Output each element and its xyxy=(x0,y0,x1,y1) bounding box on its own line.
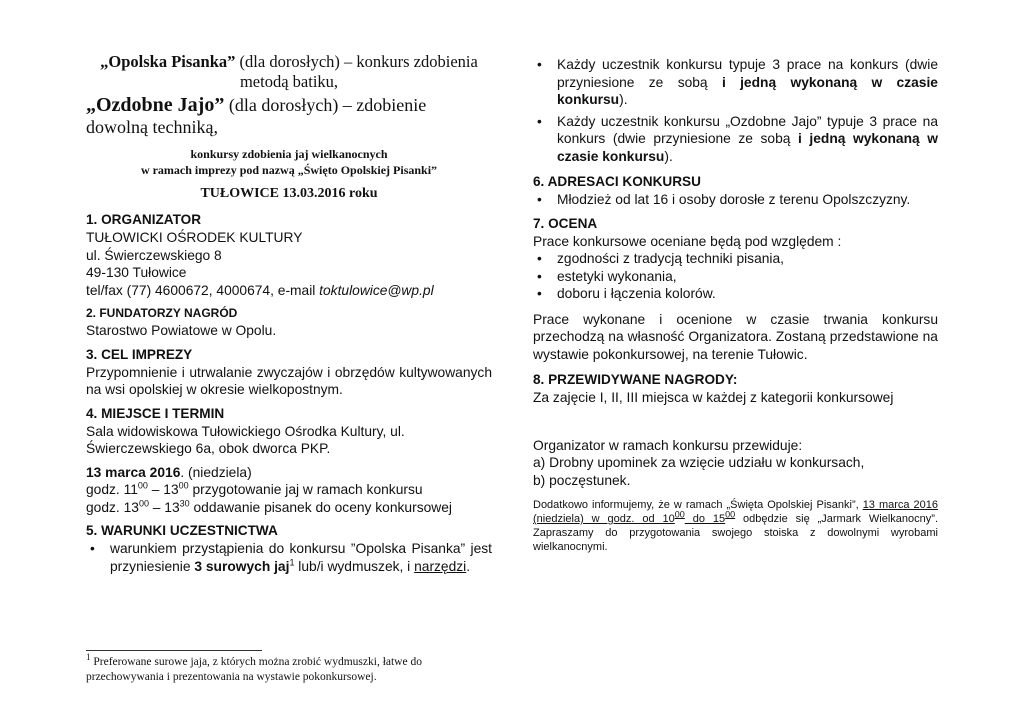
right-column xyxy=(533,56,938,554)
event-date: TUŁOWICE 13.03.2016 roku xyxy=(200,186,378,201)
prizes-text: Za zajęcie I, II, III miejsca w każdej z kategorii konkursowej xyxy=(533,390,894,405)
email-link[interactable]: toktulowice@wp.pl xyxy=(319,282,434,298)
section-purpose xyxy=(86,346,492,399)
condition-item-2: • Każdy uczestnik konkursu typuje 3 prace na konkurs (dwie przyniesione ze sobą i jedną wykonaną w czasie konkursu). xyxy=(533,56,938,109)
evaluation-ownership: Prace wykonane i ocenione w czasie trwania konkursu przechodzą na własność Organizatora. Zostaną przedstawione na wystawie pokonkursowej, na terenie Tułowic. xyxy=(533,311,938,362)
evaluation-intro: Prace konkursowe oceniane będą pod względem : xyxy=(533,233,842,249)
schedule-1: godz. $11^{00} - 13^{00}$ przygotowanie jaj w ramach konkursu xyxy=(86,480,423,497)
condition-item-3: • Każdy uczestnik konkursu „Ozdobne Jajo” typuje 3 prace na konkurs (dwie przyniesione ze sobą i jedną wykonaną w czasie konkursu). xyxy=(533,113,938,166)
sponsors-heading: 2. FUNDATORZY NAGRÓD xyxy=(86,306,238,320)
evaluation-heading: 7. OCENA xyxy=(533,215,598,231)
prizes-intro: Organizator w ramach konkursu przewiduje: xyxy=(533,437,803,453)
recipients-item: • Młodzież od lat 16 i osoby dorosłe z terenu Opolszczyzny. xyxy=(533,191,938,209)
purpose-heading: 3. CEL IMPREZY xyxy=(86,346,193,362)
venue-text: Sala widowiskowa Tułowickiego Ośrodka Kultury, ul. Świerczewskiego 6a, obok dworca PKP. xyxy=(86,423,405,456)
section-evaluation xyxy=(533,215,938,364)
criterion-1: • zgodności z tradycją techniki pisania, xyxy=(533,250,938,268)
section-sponsors xyxy=(86,305,492,340)
purpose-text: Przypomnienie i utrwalanie zwyczajów i obrzędów kultywowanych na wsi opolskiej w okresie wielkopostnym. xyxy=(86,364,492,397)
prize-a: a) Drobny upominek za wzięcie udziału w konkursach, xyxy=(533,455,865,470)
venue-date: 13 marca 2016. (niedziela) xyxy=(86,464,252,480)
prize-b: b) poczęstunek. xyxy=(533,472,631,488)
organizer-heading: 1. ORGANIZATOR xyxy=(86,212,202,227)
schedule-2: godz. $13^{00} - 13^{30}$ oddawanie pisanek do oceny konkursowej xyxy=(86,497,452,515)
venue-heading: 4. MIEJSCE I TERMIN xyxy=(86,405,225,421)
subtitle: konkursy zdobienia jaj wielkanocnych w ramach imprezy pod nazwą „Święto Opolskiej Pisanki” xyxy=(140,147,438,177)
extra-info: Dodatkowo informujemy, że w ramach „Święta Opolskiej Pisanki”, 13 marca 2016 (niedziela) w godz. od $10^{00}$ do $15^{00}$ odbędzie się „Jarmark Wielkanocny”. Zapraszamy do przygotowania swojego stoiska z dowolnymi wyrobami wielkanocnymi. xyxy=(533,499,938,553)
footnote-rule xyxy=(86,650,262,651)
condition-item-1: • warunkiem przystąpienia do konkursu ”Opolska Pisanka” jest przyniesienie 3 surowych jaj$^1$ lub/i wydmuszek, i narzędzi. xyxy=(86,540,492,575)
organizer-city: 49-130 Tułowice xyxy=(86,265,187,280)
organizer-street: ul. Świerczewskiego 8 xyxy=(86,247,222,263)
sponsors-text: Starostwo Powiatowe w Opolu. xyxy=(86,323,277,338)
prizes-heading: 8. PRZEWIDYWANE NAGRODY: xyxy=(533,372,738,387)
footnote: $^1$ Preferowane surowe jaja, z których można zrobić wydmuszki, łatwe do przechowywania i prezentowania na wystawie pokonkursowej. xyxy=(86,652,422,683)
section-organizer xyxy=(86,211,492,299)
criterion-3: • doboru i łączenia kolorów. xyxy=(533,285,938,303)
organizer-name: TUŁOWICKI OŚRODEK KULTURY xyxy=(86,230,303,245)
title-ozdobne-jajo: „Ozdobne Jajo” (dla dorosłych) – zdobienie dowolną techniką, xyxy=(86,94,427,137)
title-opolska-pisanka: „Opolska Pisanka” (dla dorosłych) – konkurs zdobienia metodą batiku, xyxy=(100,52,478,91)
section-conditions xyxy=(86,522,492,575)
conditions-heading: 5. WARUNKI UCZESTNICTWA xyxy=(86,523,278,538)
section-venue xyxy=(86,405,492,517)
left-column xyxy=(86,52,492,575)
organizer-contact: tel/fax (77) 4600672, 4000674, e-mail toktulowice@wp.pl xyxy=(86,282,434,298)
criterion-2: • estetyki wykonania, xyxy=(533,268,938,286)
section-prizes xyxy=(533,371,938,489)
recipients-heading: 6. ADRESACI KONKURSU xyxy=(533,174,701,189)
section-recipients xyxy=(533,173,938,209)
